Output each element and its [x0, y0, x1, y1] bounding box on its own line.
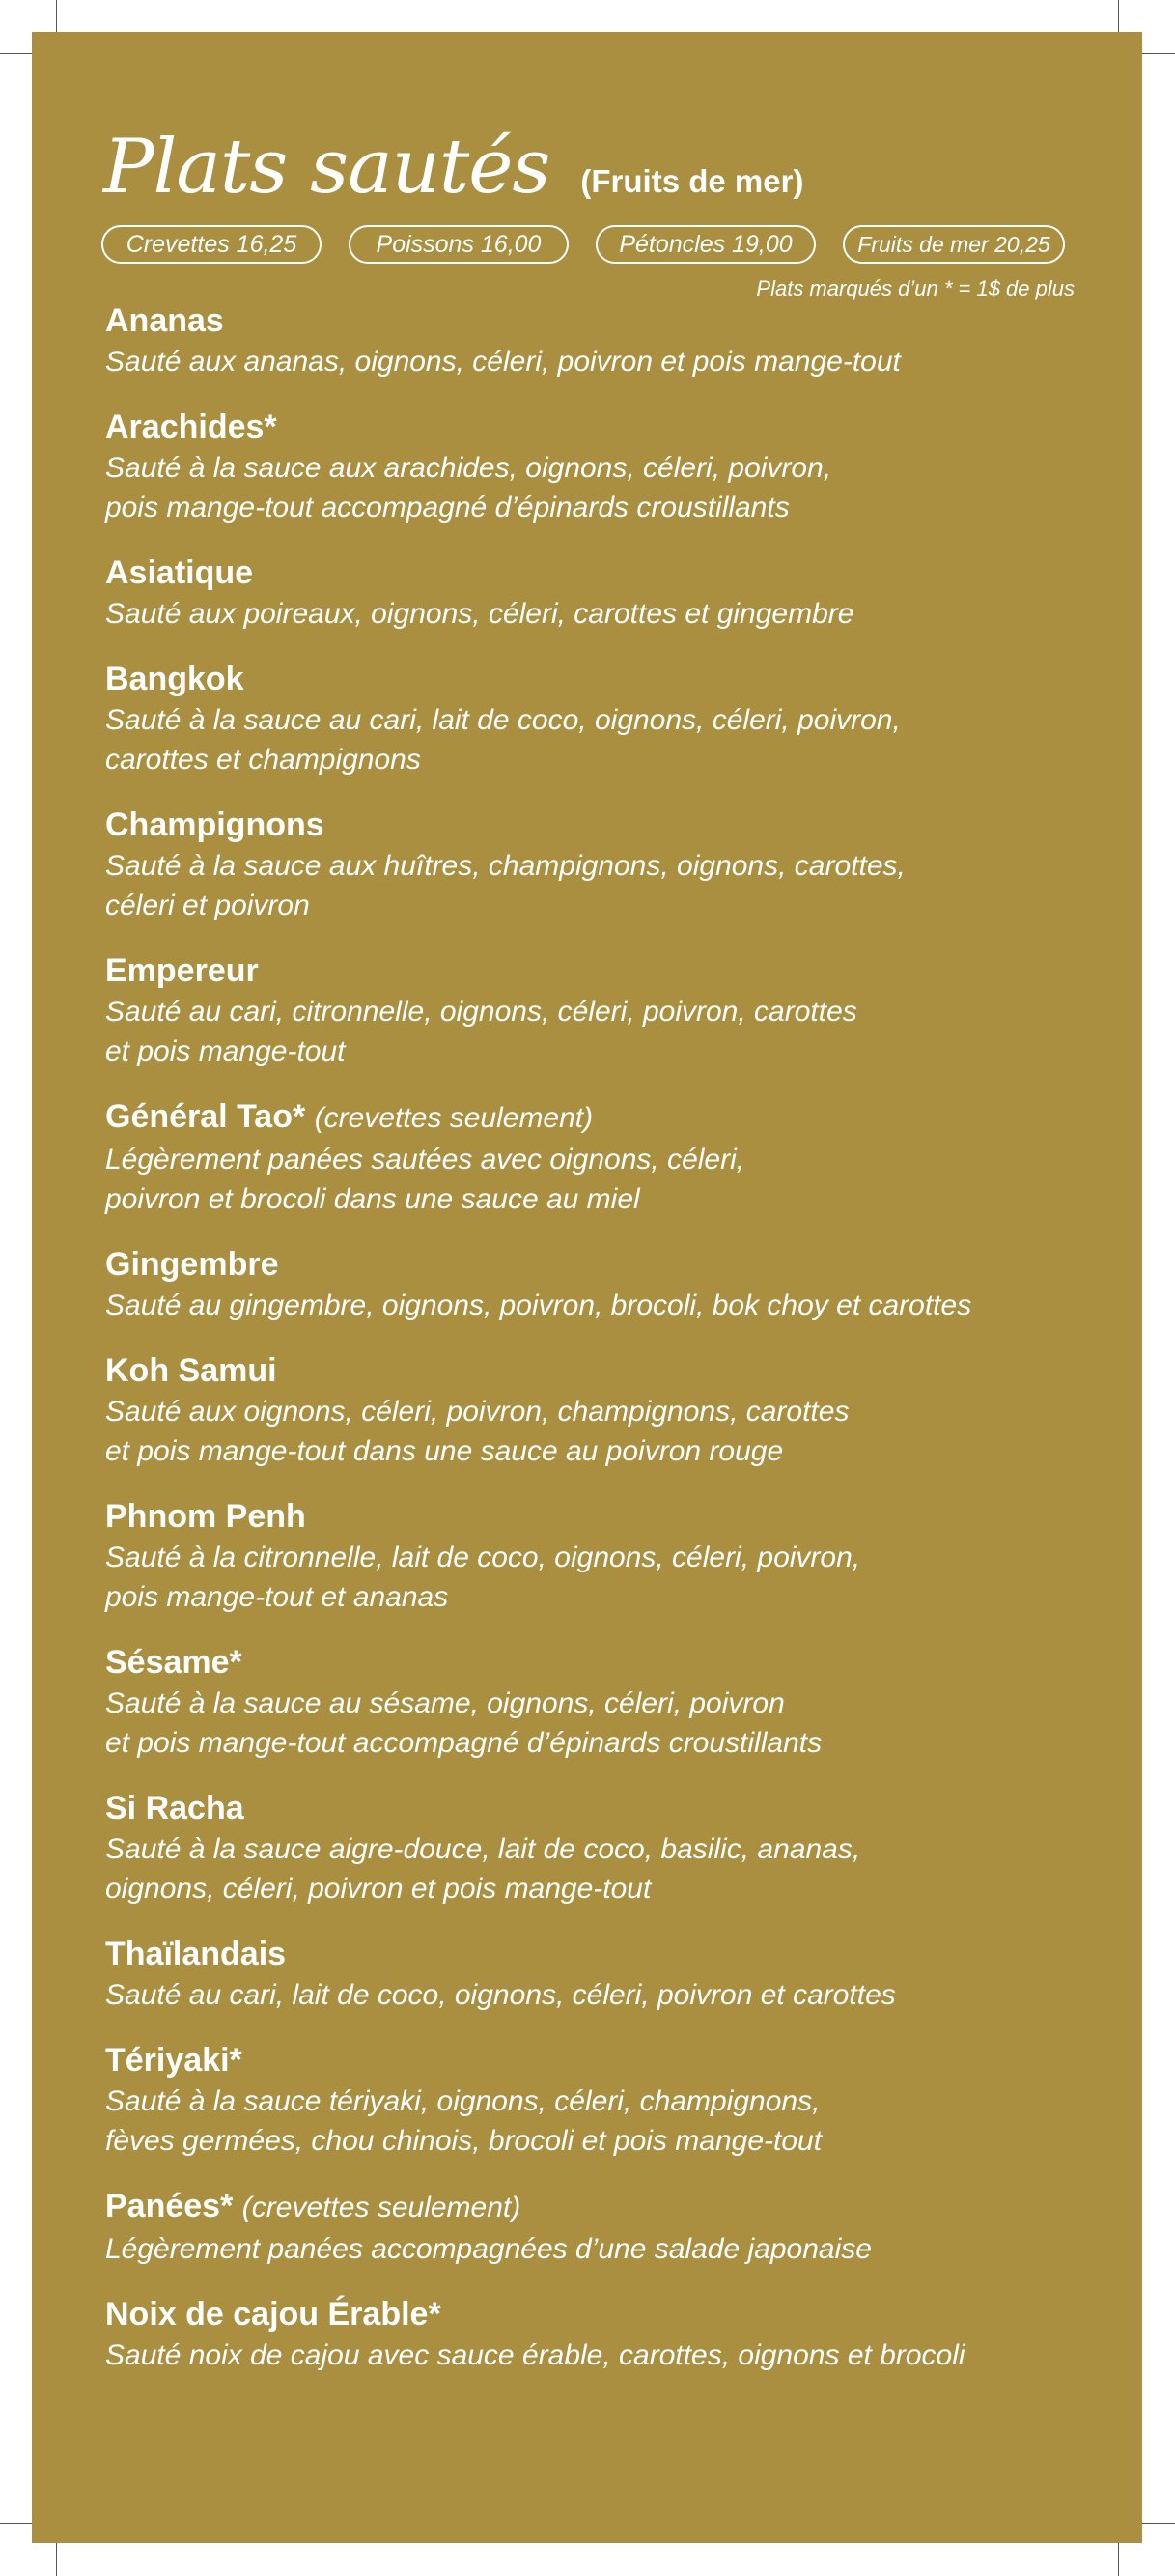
dish-description: Sauté à la sauce au sésame, oignons, céleri, poivron et pois mange-tout accompagné d’épinards croustillants: [105, 1687, 823, 1759]
dish-name-text: Sésame*: [105, 1644, 242, 1681]
dish-name: [105, 949, 1084, 992]
price-list: [101, 225, 1065, 264]
dish-description: Sauté à la sauce au cari, lait de coco, oignons, céleri, poivron, carottes et champignons: [105, 704, 901, 776]
dish-name: [105, 804, 1084, 846]
dish-item: [105, 552, 1084, 634]
dish-name-text: Bangkok: [105, 661, 244, 697]
dish-name-text: Thaïlandais: [105, 1936, 287, 1972]
dish-name: [105, 552, 1084, 594]
dish-name: [105, 1933, 1084, 1975]
dish-name-text: Koh Samui: [105, 1352, 277, 1389]
dish-item: [105, 804, 1084, 925]
dish-name-text: Empereur: [105, 952, 259, 989]
crop-mark: [1136, 53, 1175, 54]
dish-item: [105, 949, 1084, 1071]
crop-mark: [56, 2537, 57, 2576]
dish-item: [105, 299, 1084, 382]
dish-name-text: Panées*: [105, 2188, 234, 2224]
dish-name-text: Phnom Penh: [105, 1498, 306, 1535]
dish-name-text: Si Racha: [105, 1790, 244, 1826]
dish-item: [105, 2185, 1084, 2269]
dish-item: [105, 2293, 1084, 2375]
dish-description: Légèrement panées sautées avec oignons, céleri, poivron et brocoli dans une sauce au miel: [105, 1144, 745, 1215]
dish-description: Sauté à la sauce tériyaki, oignons, céleri, champignons, fèves germées, chou chinois, brocoli et pois mange-tout: [105, 2085, 823, 2157]
dish-description: Sauté aux ananas, oignons, céleri, poivron et pois mange-tout: [105, 346, 901, 378]
dish-name-text: Gingembre: [105, 1246, 279, 1283]
dish-note: (crevettes seulement): [314, 1102, 594, 1134]
dish-name: [105, 299, 1084, 342]
dish-name: [105, 1349, 1084, 1392]
dish-name: [105, 2293, 1084, 2335]
dish-name: [105, 2039, 1084, 2081]
dish-name: [105, 1641, 1084, 1684]
dish-name: [105, 406, 1084, 448]
dish-name: [105, 1495, 1084, 1538]
dish-item: [105, 406, 1084, 527]
dish-name-text: Ananas: [105, 302, 224, 339]
dish-name: [105, 2185, 1084, 2229]
dish-item: [105, 1787, 1084, 1909]
dish-description: Sauté au cari, citronnelle, oignons, céleri, poivron, carottes et pois mange-tout: [105, 996, 857, 1067]
dish-item: [105, 1495, 1084, 1617]
dish-description: Légèrement panées accompagnées d’une salade japonaise: [105, 2233, 872, 2265]
dish-description: Sauté à la sauce aigre-douce, lait de coco, basilic, ananas, oignons, céleri, poivron et pois mange-tout: [105, 1833, 861, 1905]
crop-mark: [1136, 2523, 1175, 2524]
dish-name: [105, 1243, 1084, 1286]
dish-description: Sauté à la citronnelle, lait de coco, oignons, céleri, poivron, pois mange-tout et ananas: [105, 1542, 861, 1613]
dish-name: [105, 658, 1084, 700]
dish-list: [105, 299, 1084, 2399]
menu-title: Plats sautés: [103, 124, 550, 211]
dish-description: Sauté aux oignons, céleri, poivron, champignons, carottes et pois mange-tout dans une sauce au poivron rouge: [105, 1396, 850, 1467]
dish-name-text: Tériyaki*: [105, 2042, 242, 2079]
dish-description: Sauté au cari, lait de coco, oignons, céleri, poivron et carottes: [105, 1979, 896, 2011]
dish-item: [105, 1095, 1084, 1219]
dish-item: [105, 1243, 1084, 1325]
price-pill-fruits-de-mer: Fruits de mer 20,25: [843, 225, 1065, 264]
dish-name-text: Général Tao*: [105, 1098, 306, 1135]
price-pill-crevettes: Crevettes 16,25: [101, 225, 322, 264]
menu-subtitle: (Fruits de mer): [580, 163, 804, 199]
menu-header: [103, 124, 803, 211]
dish-item: [105, 1933, 1084, 2015]
dish-description: Sauté au gingembre, oignons, poivron, brocoli, bok choy et carottes: [105, 1289, 972, 1321]
dish-description: Sauté à la sauce aux arachides, oignons, céleri, poivron, pois mange-tout accompagné d’épinards croustillants: [105, 452, 832, 524]
price-pill-poissons: Poissons 16,00: [349, 225, 569, 264]
dish-item: [105, 1641, 1084, 1763]
dish-name: [105, 1095, 1084, 1140]
dish-item: [105, 658, 1084, 779]
menu-panel: [32, 32, 1142, 2543]
dish-item: [105, 2039, 1084, 2161]
surcharge-note: Plats marqués d’un * = 1$ de plus: [756, 276, 1075, 300]
dish-name: [105, 1787, 1084, 1829]
dish-note: (crevettes seulement): [241, 2192, 521, 2223]
dish-name-text: Arachides*: [105, 409, 277, 445]
dish-name-text: Noix de cajou Érable*: [105, 2296, 441, 2333]
dish-item: [105, 1349, 1084, 1471]
crop-mark: [1118, 2537, 1119, 2576]
dish-description: Sauté aux poireaux, oignons, céleri, carottes et gingembre: [105, 598, 854, 630]
dish-description: Sauté noix de cajou avec sauce érable, carottes, oignons et brocoli: [105, 2339, 965, 2371]
dish-description: Sauté à la sauce aux huîtres, champignons, oignons, carottes, céleri et poivron: [105, 850, 906, 921]
price-pill-petoncles: Pétoncles 19,00: [596, 225, 816, 264]
dish-name-text: Asiatique: [105, 554, 254, 591]
dish-name-text: Champignons: [105, 807, 324, 843]
